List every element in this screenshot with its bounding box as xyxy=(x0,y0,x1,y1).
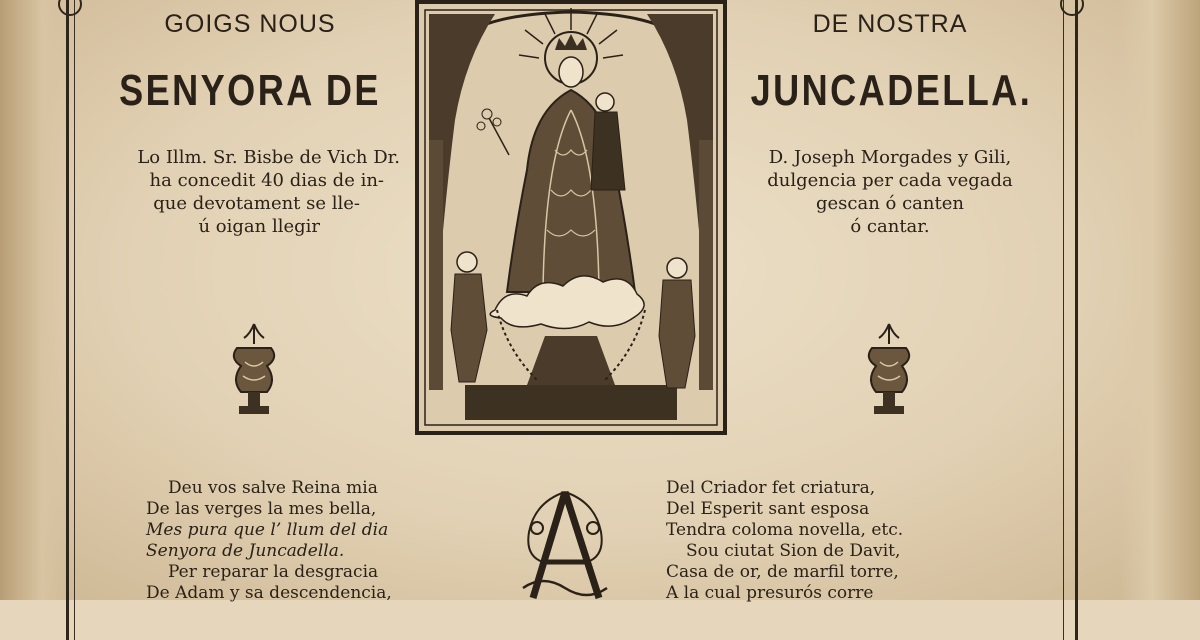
verse-line: Deu vos salve Reina mia xyxy=(168,478,378,498)
indulgence-left-line: que devotament se lle- xyxy=(153,193,360,214)
indulgence-left-line: ha concedit 40 dias de in- xyxy=(149,170,384,191)
verse-line: Tendra coloma novella, etc. xyxy=(666,520,904,540)
verse-line: Sou ciutat Sion de Davit, xyxy=(686,541,901,561)
verses-right xyxy=(666,478,903,604)
vase-ornament-icon xyxy=(862,322,916,422)
virgin-engraving xyxy=(415,0,727,435)
indulgence-right-line: dulgencia per cada vegada xyxy=(767,170,1013,191)
indulgence-left-line: ú oigan llegir xyxy=(198,216,320,237)
header-left-big: SENYORA DE xyxy=(119,66,381,115)
paper-edge-right xyxy=(1120,0,1200,600)
indulgence-right-line: D. Joseph Morgades y Gili, xyxy=(768,147,1012,168)
verse-line: Senyora de Juncadella. xyxy=(146,541,345,561)
verse-line: Casa de or, de marfil torre, xyxy=(666,562,899,582)
verse-line: Per reparar la desgracia xyxy=(168,562,379,582)
header-right-big: JUNCADELLA. xyxy=(750,66,1033,115)
verses-left xyxy=(146,478,392,604)
verse-line: Mes pura que l’ llum del dia xyxy=(146,520,389,540)
indulgence-right xyxy=(740,146,1040,238)
verse-line: De las verges la mes bella, xyxy=(146,499,377,519)
verse-line: A la cual presurós corre xyxy=(666,583,874,603)
verse-line: De Adam y sa descendencia, xyxy=(146,583,392,603)
indulgence-right-line: ó cantar. xyxy=(850,216,930,237)
paper-edge-left xyxy=(0,0,70,600)
vase-ornament-icon xyxy=(227,322,281,422)
indulgence-left xyxy=(100,146,400,238)
indulgence-right-line: gescan ó canten xyxy=(816,193,964,214)
header-right-small: DE NOSTRA xyxy=(812,10,968,38)
verse-line: Del Esperit sant esposa xyxy=(666,499,870,519)
decorative-initial-icon xyxy=(515,488,615,608)
header-left-small: GOIGS NOUS xyxy=(164,10,336,38)
indulgence-left-line: Lo Illm. Sr. Bisbe de Vich Dr. xyxy=(137,147,400,168)
verse-line: Del Criador fet criatura, xyxy=(666,478,876,498)
